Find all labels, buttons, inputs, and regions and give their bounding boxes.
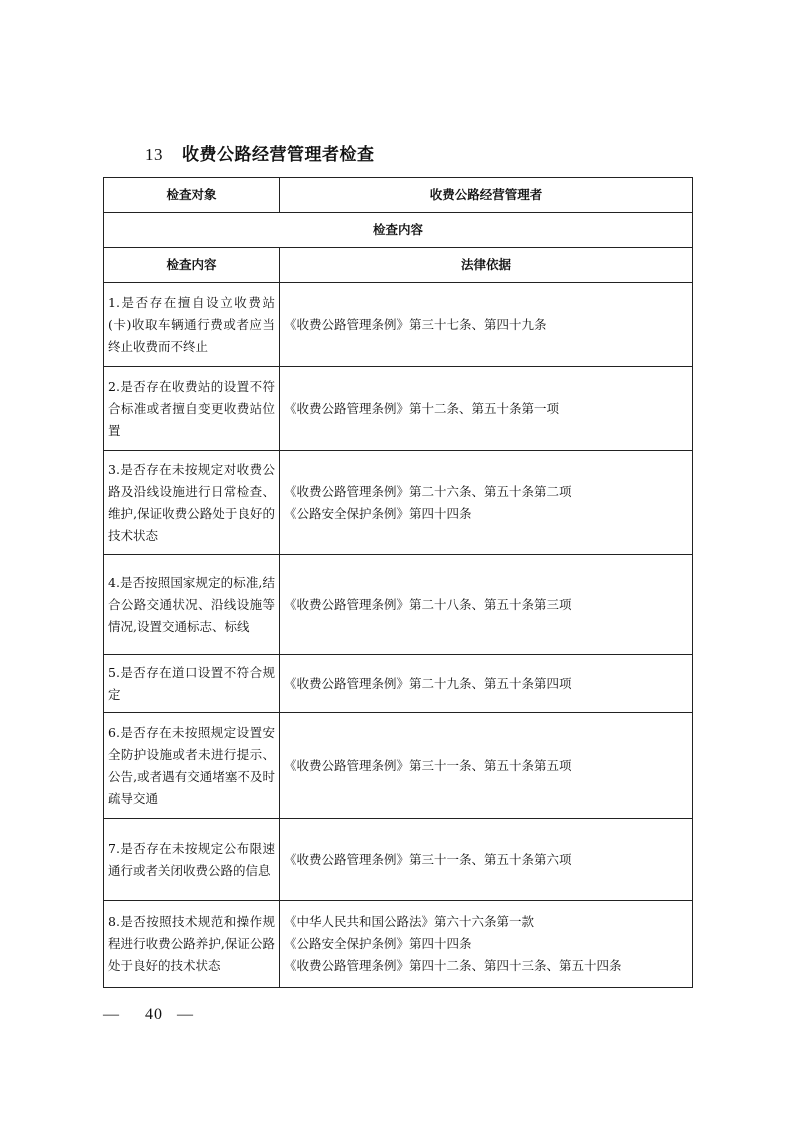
check-item: 3.是否存在未按规定对收费公路及沿线设施进行日常检查、维护,保证收费公路处于良好的技术状态 bbox=[104, 451, 280, 555]
table-row bbox=[104, 555, 693, 655]
table-row bbox=[104, 819, 693, 901]
table-row bbox=[104, 901, 693, 988]
col-basis-header: 法律依据 bbox=[280, 248, 693, 283]
basis-line: 《收费公路管理条例》第二十六条、第五十条第二项 bbox=[284, 483, 572, 499]
check-item: 2.是否存在收费站的设置不符合标准或者擅自变更收费站位置 bbox=[104, 367, 280, 451]
legal-basis bbox=[280, 819, 693, 901]
table-row bbox=[104, 283, 693, 367]
table-row bbox=[104, 451, 693, 555]
table-row bbox=[104, 655, 693, 713]
legal-basis bbox=[280, 713, 693, 819]
page-footer bbox=[103, 1006, 205, 1024]
inspection-table bbox=[103, 177, 693, 988]
basis-line: 《收费公路管理条例》第三十七条、第四十九条 bbox=[284, 316, 547, 332]
object-label: 检查对象 bbox=[104, 178, 280, 213]
legal-basis bbox=[280, 555, 693, 655]
legal-basis bbox=[280, 451, 693, 555]
check-item: 4.是否按照国家规定的标准,结合公路交通状况、沿线设施等情况,设置交通标志、标线 bbox=[104, 555, 280, 655]
object-value: 收费公路经营管理者 bbox=[280, 178, 693, 213]
basis-line: 《收费公路管理条例》第二十八条、第五十条第三项 bbox=[284, 596, 572, 612]
basis-line: 《收费公路管理条例》第四十二条、第四十三条、第五十四条 bbox=[284, 958, 622, 973]
check-item: 6.是否存在未按照规定设置安全防护设施或者未进行提示、公告,或者遇有交通堵塞不及时疏导交通 bbox=[104, 713, 280, 819]
basis-line: 《公路安全保护条例》第四十四条 bbox=[284, 505, 472, 521]
check-item: 8.是否按照技术规范和操作规程进行收费公路养护,保证公路处于良好的技术状态 bbox=[104, 901, 280, 988]
basis-line: 《收费公路管理条例》第三十一条、第五十条第六项 bbox=[284, 851, 572, 867]
footer-dash-right: — bbox=[177, 1006, 194, 1023]
basis-line: 《中华人民共和国公路法》第六十六条第一款 bbox=[284, 914, 535, 929]
col-item-header: 检查内容 bbox=[104, 248, 280, 283]
basis-line: 《收费公路管理条例》第十二条、第五十条第一项 bbox=[284, 400, 560, 416]
legal-basis bbox=[280, 901, 693, 988]
footer-dash-left: — bbox=[103, 1006, 120, 1023]
check-item: 5.是否存在道口设置不符合规定 bbox=[104, 655, 280, 713]
basis-line: 《收费公路管理条例》第二十九条、第五十条第四项 bbox=[284, 675, 572, 691]
legal-basis bbox=[280, 283, 693, 367]
object-row bbox=[104, 178, 693, 213]
legal-basis bbox=[280, 655, 693, 713]
basis-line: 《收费公路管理条例》第三十一条、第五十条第五项 bbox=[284, 757, 572, 773]
check-item: 7.是否存在未按规定公布限速通行或者关闭收费公路的信息 bbox=[104, 819, 280, 901]
page-number: 40 bbox=[145, 1006, 163, 1023]
content-heading-row bbox=[104, 213, 693, 248]
check-item: 1.是否存在擅自设立收费站(卡)收取车辆通行费或者应当终止收费而不终止 bbox=[104, 283, 280, 367]
legal-basis bbox=[280, 367, 693, 451]
table-row bbox=[104, 367, 693, 451]
table-row bbox=[104, 713, 693, 819]
section-number: 13 bbox=[145, 145, 163, 164]
content-heading: 检查内容 bbox=[104, 213, 693, 248]
section-title bbox=[145, 140, 375, 165]
basis-line: 《公路安全保护条例》第四十四条 bbox=[284, 936, 472, 951]
section-title-text: 收费公路经营管理者检查 bbox=[182, 145, 375, 165]
column-header-row bbox=[104, 248, 693, 283]
